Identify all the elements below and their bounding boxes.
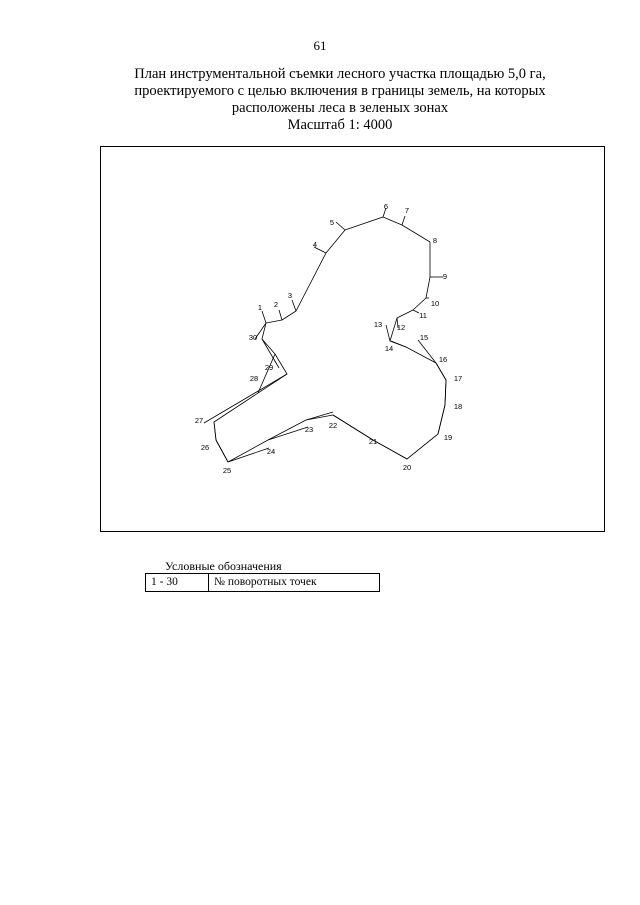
- point-label-4: 4: [312, 240, 318, 249]
- point-label-13: 13: [373, 320, 383, 329]
- point-tick-2: [279, 310, 282, 320]
- legend-row: [146, 574, 380, 592]
- point-label-12: 12: [396, 323, 406, 332]
- point-label-30: 30: [248, 333, 258, 342]
- point-label-18: 18: [453, 402, 463, 411]
- point-tick-27: [204, 374, 287, 423]
- point-tick-5: [336, 222, 345, 230]
- point-label-29: 29: [264, 363, 274, 372]
- point-tick-15: [418, 340, 436, 363]
- legend-title: Условные обозначения: [165, 559, 282, 573]
- title-scale: Масштаб 1: 4000: [287, 117, 393, 133]
- point-label-20: 20: [402, 463, 412, 472]
- point-label-6: 6: [383, 202, 389, 211]
- page-number: 61: [313, 38, 327, 53]
- point-label-9: 9: [442, 272, 448, 281]
- point-tick-24: [228, 448, 269, 462]
- point-tick-13: [386, 325, 390, 341]
- point-label-10: 10: [430, 299, 440, 308]
- point-label-16: 16: [438, 355, 448, 364]
- point-label-2: 2: [273, 300, 279, 309]
- point-label-26: 26: [200, 443, 210, 452]
- point-tick-26: [214, 422, 216, 440]
- point-tick-17: [445, 380, 446, 405]
- point-tick-25: [216, 440, 228, 462]
- point-tick-20: [373, 440, 407, 459]
- point-tick-19: [407, 434, 438, 459]
- point-label-28: 28: [249, 374, 259, 383]
- point-label-17: 17: [453, 374, 463, 383]
- point-label-23: 23: [304, 425, 314, 434]
- point-label-3: 3: [287, 291, 293, 300]
- point-tick-21: [333, 415, 373, 440]
- point-label-15: 15: [419, 333, 429, 342]
- point-label-11: 11: [419, 311, 427, 320]
- point-label-8: 8: [432, 236, 438, 245]
- point-tick-23: [268, 427, 308, 440]
- point-label-27: 27: [194, 416, 204, 425]
- point-label-5: 5: [329, 218, 335, 227]
- point-labels: [195, 202, 462, 475]
- point-label-25: 25: [222, 466, 232, 475]
- point-tick-1: [262, 311, 266, 323]
- legend-table: [145, 573, 380, 592]
- point-label-14: 14: [384, 344, 394, 353]
- legend-code: 1 - 30: [146, 574, 209, 592]
- title-line-3: расположены леса в зеленых зонах: [231, 100, 449, 116]
- point-markers: [204, 208, 446, 462]
- point-tick-7: [402, 216, 405, 225]
- point-label-24: 24: [266, 447, 276, 456]
- point-tick-3: [292, 300, 296, 311]
- point-tick-16: [436, 363, 446, 380]
- point-label-1: 1: [257, 303, 263, 312]
- point-label-19: 19: [443, 433, 453, 442]
- point-tick-14: [391, 341, 406, 347]
- legend-description: № поворотных точек: [209, 574, 380, 592]
- point-label-21: 21: [368, 437, 378, 446]
- point-tick-18: [438, 405, 445, 434]
- title-line-1: План инструментальной съемки лесного участка площадью 5,0 га,: [134, 66, 546, 82]
- point-tick-11: [413, 310, 419, 313]
- title-line-2: проектируемого с целью включения в границы земель, на которых: [134, 83, 546, 99]
- point-label-22: 22: [328, 421, 338, 430]
- point-label-7: 7: [404, 206, 410, 215]
